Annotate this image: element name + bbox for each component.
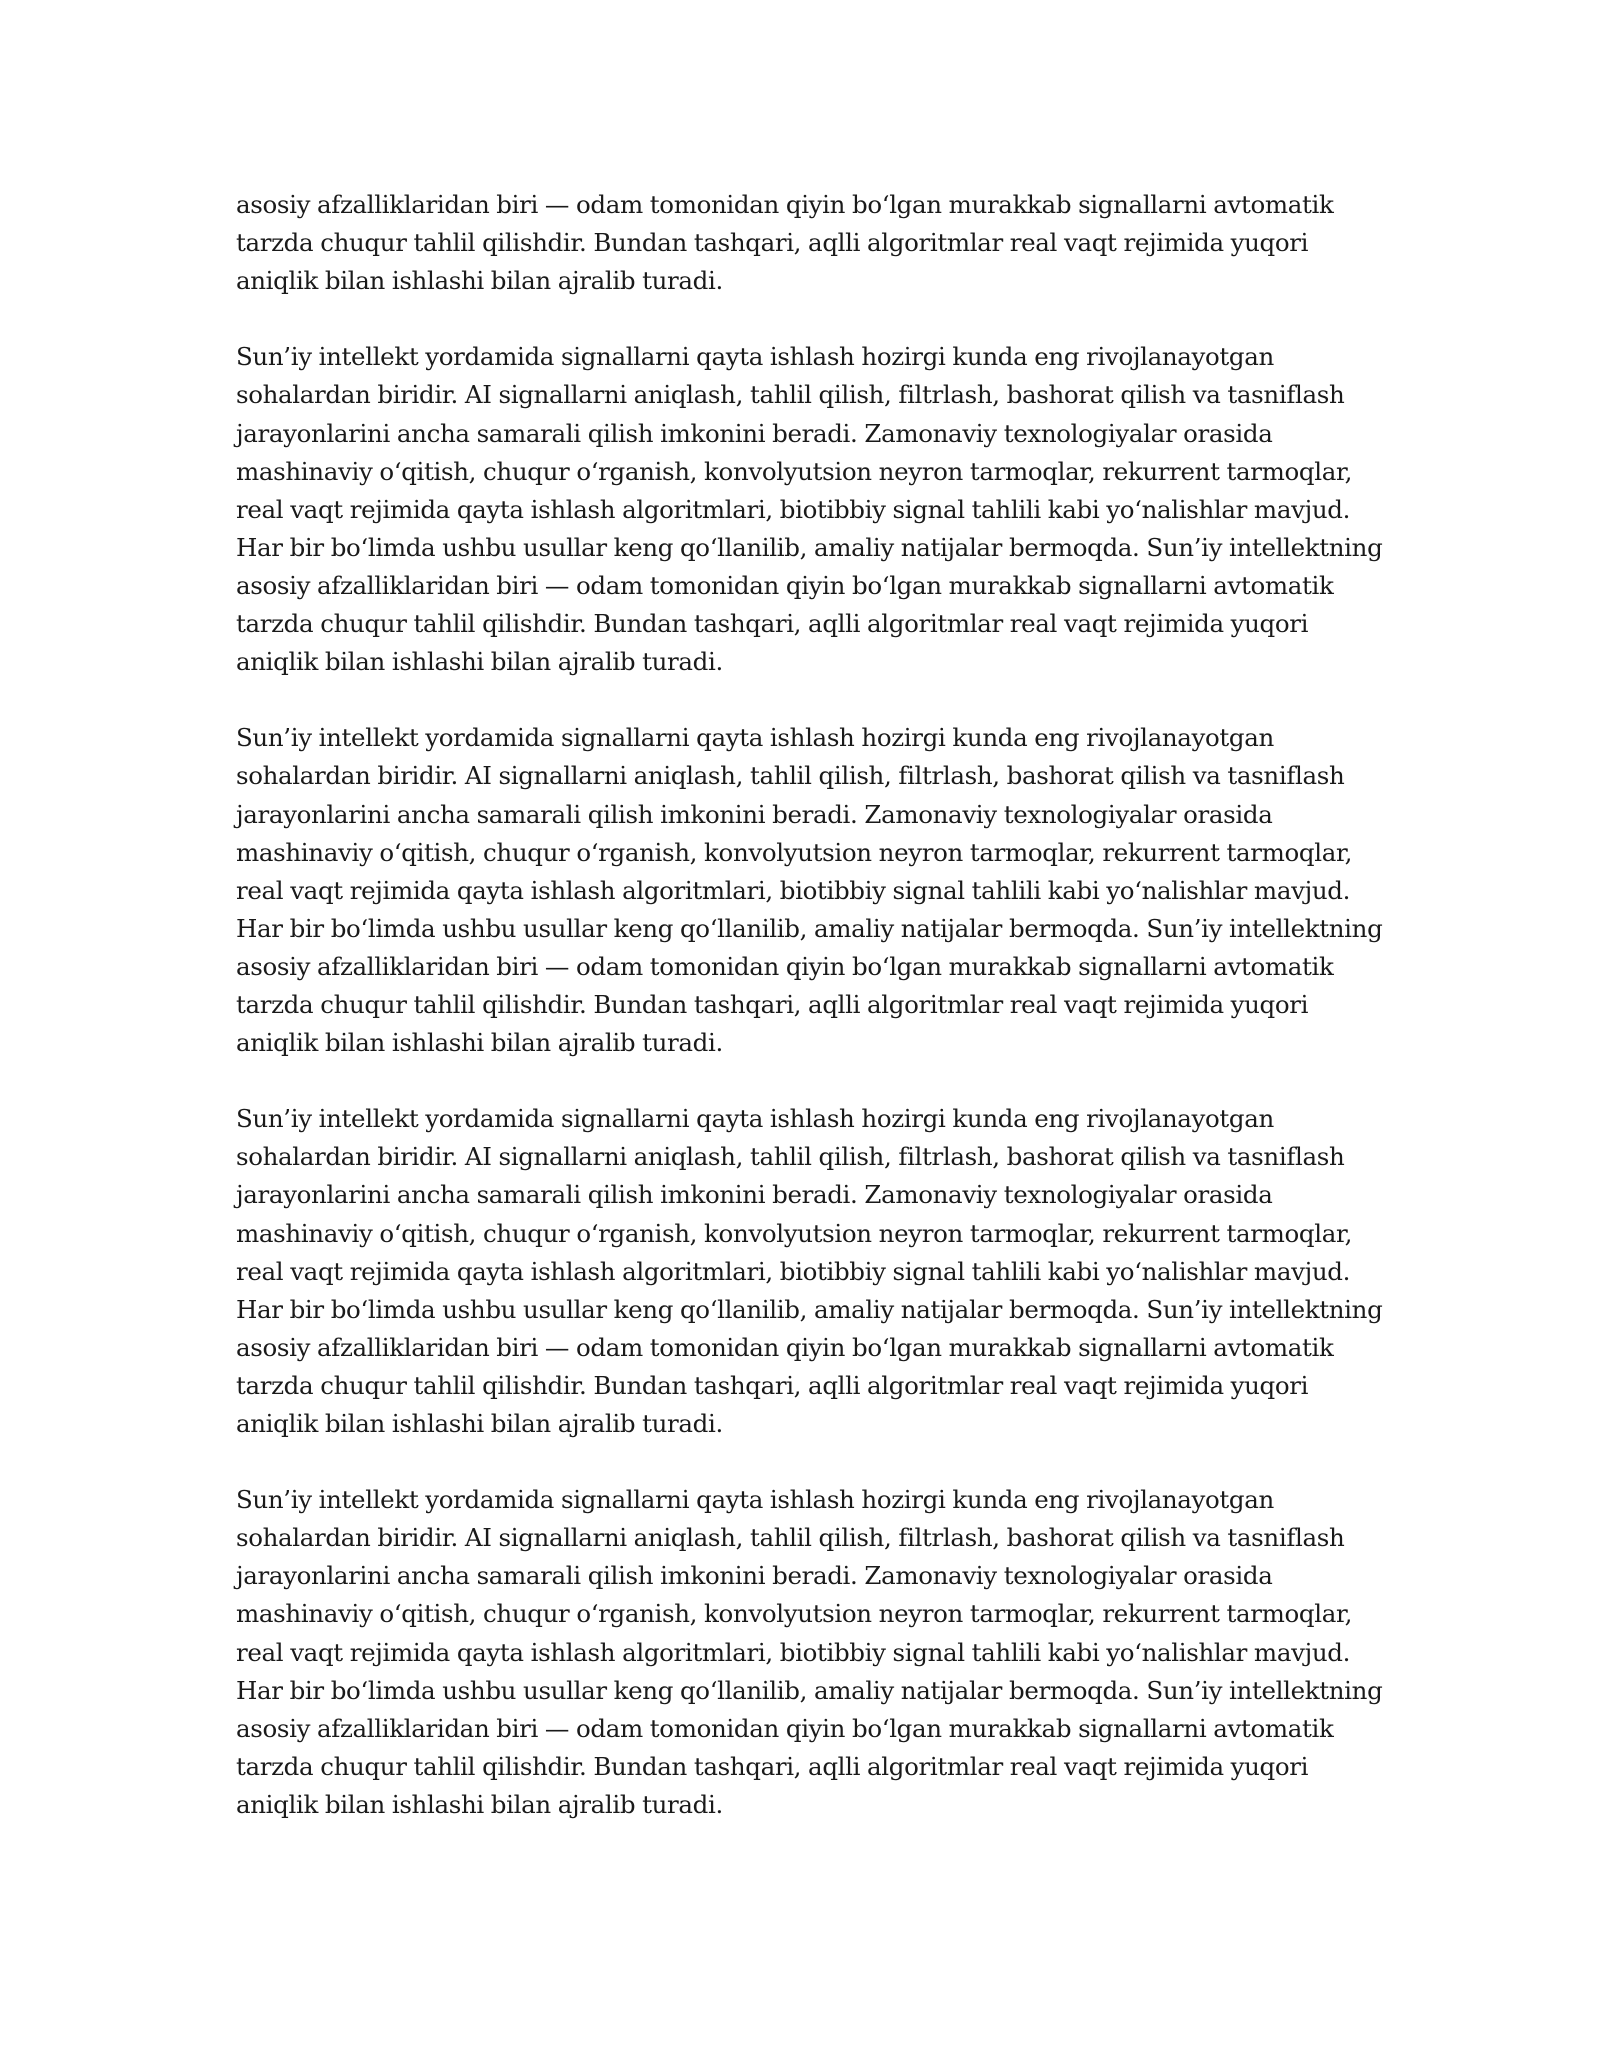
text-line: real vaqt rejimida qayta ishlash algoritmlari, biotibbiy signal tahlili kabi yo‘nalishlar mavjud. xyxy=(236,494,1351,524)
text-line: real vaqt rejimida qayta ishlash algoritmlari, biotibbiy signal tahlili kabi yo‘nalishlar mavjud. xyxy=(236,875,1351,905)
text-line: aniqlik bilan ishlashi bilan ajralib turadi. xyxy=(236,1028,723,1058)
text-line: Har bir bo‘limda ushbu usullar keng qo‘llanilib, amaliy natijalar bermoqda. Sun’iy intellektning xyxy=(236,1294,1383,1324)
text-line: mashinaviy o‘qitish, chuqur o‘rganish, konvolyutsion neyron tarmoqlar, rekurrent tarmoqlar, xyxy=(236,837,1353,867)
text-line: jarayonlarini ancha samarali qilish imkonini beradi. Zamonaviy texnologiyalar orasida xyxy=(236,1180,1273,1210)
text-line: jarayonlarini ancha samarali qilish imkonini beradi. Zamonaviy texnologiyalar orasida xyxy=(236,1561,1273,1591)
text-line: aniqlik bilan ishlashi bilan ajralib turadi. xyxy=(236,1789,723,1819)
text-line: Sun’iy intellekt yordamida signallarni qayta ishlash hozirgi kunda eng rivojlanayotgan xyxy=(236,1104,1274,1134)
paragraph-3 xyxy=(236,719,1386,1062)
text-line: sohalardan biridir. AI signallarni aniqlash, tahlil qilish, filtrlash, bashorat qilish va tasniflash xyxy=(236,380,1345,410)
text-line: mashinaviy o‘qitish, chuqur o‘rganish, konvolyutsion neyron tarmoqlar, rekurrent tarmoqlar, xyxy=(236,1599,1353,1629)
text-line: tarzda chuqur tahlil qilishdir. Bundan tashqari, aqlli algoritmlar real vaqt rejimida yuqori xyxy=(236,1751,1309,1781)
text-line: tarzda chuqur tahlil qilishdir. Bundan tashqari, aqlli algoritmlar real vaqt rejimida yuqori xyxy=(236,609,1309,639)
text-line: sohalardan biridir. AI signallarni aniqlash, tahlil qilish, filtrlash, bashorat qilish va tasniflash xyxy=(236,1523,1345,1553)
text-line: mashinaviy o‘qitish, chuqur o‘rganish, konvolyutsion neyron tarmoqlar, rekurrent tarmoqlar, xyxy=(236,1218,1353,1248)
text-line: jarayonlarini ancha samarali qilish imkonini beradi. Zamonaviy texnologiyalar orasida xyxy=(236,799,1273,829)
text-line: aniqlik bilan ishlashi bilan ajralib turadi. xyxy=(236,266,723,296)
text-line: asosiy afzalliklaridan biri — odam tomonidan qiyin bo‘lgan murakkab signallarni avtomatik xyxy=(236,570,1334,600)
text-line: Har bir bo‘limda ushbu usullar keng qo‘llanilib, amaliy natijalar bermoqda. Sun’iy intellektning xyxy=(236,913,1383,943)
paragraph-4 xyxy=(236,1100,1386,1443)
body-text xyxy=(236,186,1386,1862)
text-line: tarzda chuqur tahlil qilishdir. Bundan tashqari, aqlli algoritmlar real vaqt rejimida yuqori xyxy=(236,1370,1309,1400)
text-line: Sun’iy intellekt yordamida signallarni qayta ishlash hozirgi kunda eng rivojlanayotgan xyxy=(236,342,1274,372)
text-line: jarayonlarini ancha samarali qilish imkonini beradi. Zamonaviy texnologiyalar orasida xyxy=(236,418,1273,448)
text-line: asosiy afzalliklaridan biri — odam tomonidan qiyin bo‘lgan murakkab signallarni avtomatik xyxy=(236,190,1334,219)
text-line: Sun’iy intellekt yordamida signallarni qayta ishlash hozirgi kunda eng rivojlanayotgan xyxy=(236,723,1274,753)
text-line: asosiy afzalliklaridan biri — odam tomonidan qiyin bo‘lgan murakkab signallarni avtomatik xyxy=(236,951,1334,981)
text-line: mashinaviy o‘qitish, chuqur o‘rganish, konvolyutsion neyron tarmoqlar, rekurrent tarmoqlar, xyxy=(236,456,1353,486)
text-line: Sun’iy intellekt yordamida signallarni qayta ishlash hozirgi kunda eng rivojlanayotgan xyxy=(236,1485,1274,1515)
text-line: asosiy afzalliklaridan biri — odam tomonidan qiyin bo‘lgan murakkab signallarni avtomatik xyxy=(236,1713,1334,1743)
paragraph-5 xyxy=(236,1481,1386,1824)
text-line: tarzda chuqur tahlil qilishdir. Bundan tashqari, aqlli algoritmlar real vaqt rejimida yuqori xyxy=(236,228,1309,258)
text-line: aniqlik bilan ishlashi bilan ajralib turadi. xyxy=(236,647,723,677)
text-line: asosiy afzalliklaridan biri — odam tomonidan qiyin bo‘lgan murakkab signallarni avtomatik xyxy=(236,1332,1334,1362)
text-line: real vaqt rejimida qayta ishlash algoritmlari, biotibbiy signal tahlili kabi yo‘nalishlar mavjud. xyxy=(236,1637,1351,1667)
text-line: sohalardan biridir. AI signallarni aniqlash, tahlil qilish, filtrlash, bashorat qilish va tasniflash xyxy=(236,761,1345,791)
text-line: real vaqt rejimida qayta ishlash algoritmlari, biotibbiy signal tahlili kabi yo‘nalishlar mavjud. xyxy=(236,1256,1351,1286)
text-line: sohalardan biridir. AI signallarni aniqlash, tahlil qilish, filtrlash, bashorat qilish va tasniflash xyxy=(236,1142,1345,1172)
paragraph-2 xyxy=(236,338,1386,681)
text-line: aniqlik bilan ishlashi bilan ajralib turadi. xyxy=(236,1409,723,1438)
text-line: tarzda chuqur tahlil qilishdir. Bundan tashqari, aqlli algoritmlar real vaqt rejimida yuqori xyxy=(236,989,1309,1019)
paragraph-1 xyxy=(236,186,1386,300)
text-line: Har bir bo‘limda ushbu usullar keng qo‘llanilib, amaliy natijalar bermoqda. Sun’iy intellektning xyxy=(236,532,1383,562)
text-line: Har bir bo‘limda ushbu usullar keng qo‘llanilib, amaliy natijalar bermoqda. Sun’iy intellektning xyxy=(236,1675,1383,1705)
